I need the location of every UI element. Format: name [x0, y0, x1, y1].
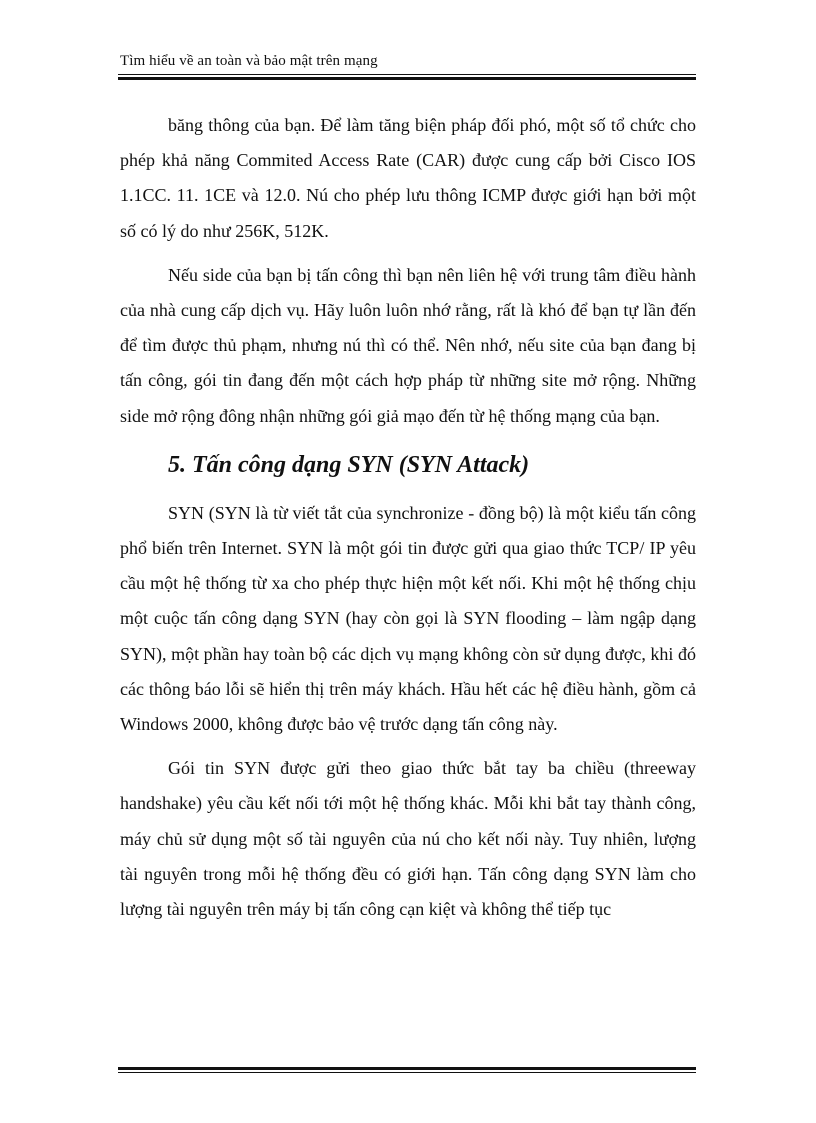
footer-rule-thick: [118, 1067, 696, 1070]
paragraph: SYN (SYN là từ viết tắt của synchronize - đồng bộ) là một kiểu tấn công phổ biến trên Internet. SYN là một gói tin được gửi qua giao thức TCP/ IP yêu cầu một hệ thống từ xa cho phép thực hiện một kết nối. Khi một hệ thống chịu một cuộc tấn công dạng SYN (hay còn gọi là SYN flooding – làm ngập dạng SYN), một phần hay toàn bộ các dịch vụ mạng không còn sử dụng được, khi đó các thông báo lỗi sẽ hiển thị trên máy khách. Hầu hết các hệ điều hành, gồm cả Windows 2000, không được bảo vệ trước dạng tấn công này.: [120, 502, 696, 735]
paragraph: băng thông của bạn. Để làm tăng biện pháp đối phó, một số tổ chức cho phép khả năng Commited Access Rate (CAR) được cung cấp bởi Cisco IOS 1.1CC. 11. 1CE và 12.0. Nú cho phép lưu thông ICMP được giới hạn bởi một số có lý do như 256K, 512K.: [120, 115, 696, 241]
header-rule-thin: [118, 74, 696, 75]
section-heading: 5. Tấn công dạng SYN (SYN Attack): [168, 451, 530, 478]
paragraph: Nếu side của bạn bị tấn công thì bạn nên liên hệ với trung tâm điều hành của nhà cung cấp dịch vụ. Hãy luôn luôn nhớ rằng, rất là khó để bạn tự lần đến để tìm được thủ phạm, nhưng nú thì có thể. Nên nhớ, nếu site của bạn đang bị tấn công, gói tin đang đến một cách hợp pháp từ những site mở rộng. Những side mở rộng đông nhận những gói giả mạo đến từ hệ thống mạng của bạn.: [120, 264, 696, 426]
paragraph: Gói tin SYN được gửi theo giao thức bắt tay ba chiều (threeway handshake) yêu cầu kết nối tới một hệ thống khác. Mỗi khi bắt tay thành công, máy chủ sử dụng một số tài nguyên của nú cho kết nối này. Tuy nhiên, lượng tài nguyên trong mỗi hệ thống đều có giới hạn. Tấn công dạng SYN làm cho lượng tài nguyên trên máy bị tấn công cạn kiệt và không thể tiếp tục: [120, 758, 696, 920]
header-rule-thick: [118, 77, 696, 80]
footer-rule-thin: [118, 1072, 696, 1073]
running-header: Tìm hiểu về an toàn và bảo mật trên mạng: [120, 53, 378, 69]
page-body: [120, 108, 696, 927]
